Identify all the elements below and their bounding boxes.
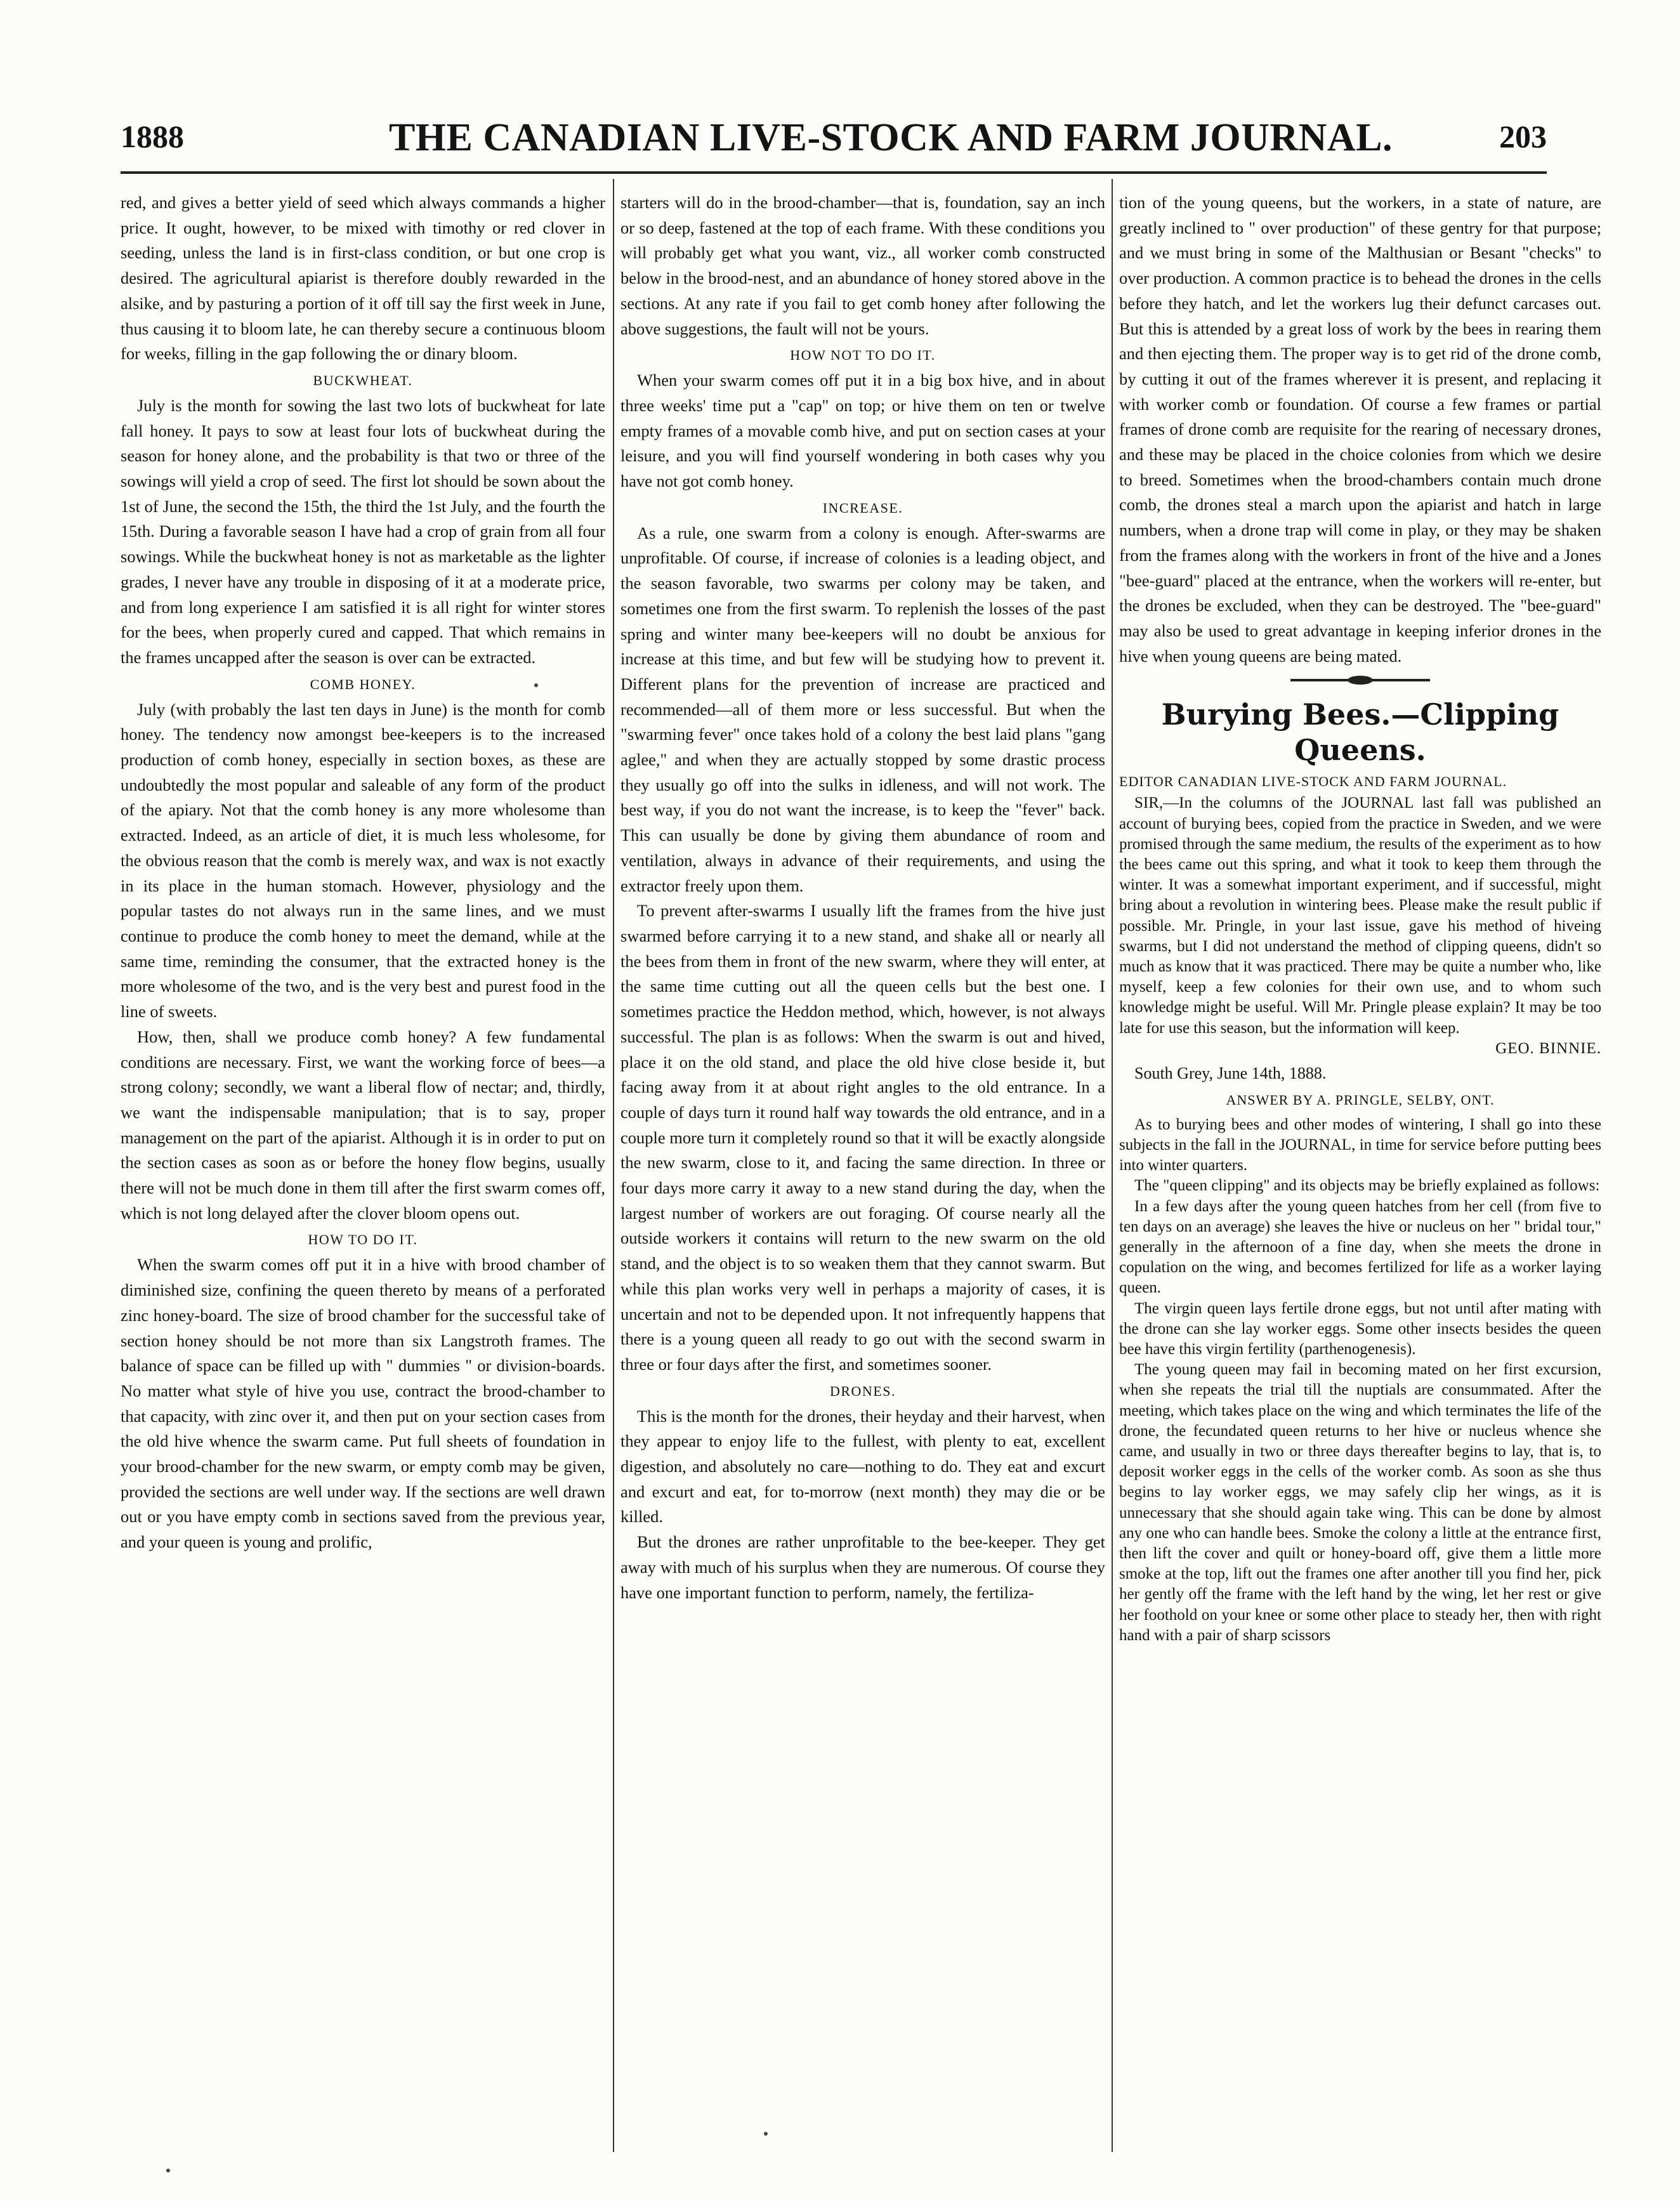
section-heading-how-not-to-do-it: HOW NOT TO DO IT. [790,347,936,364]
paragraph: To prevent after-swarms I usually lift the frames from the hive just swarmed before carrying it to a new stand, and shake all or nearly all the bees from them in front of the new swarm, where they will enter, at the same time cutting out all the queen cells but the best one. I sometimes practice the Heddon method, which, however, is not always successful. The plan is as follows: When the swarm is out and hived, place it on the old stand, and place the old hive close beside it, but facing away from it at about right angles to the old entrance. In a couple of days turn it round half way towards the old entrance, and in a couple more turn it completely round so that it will be exactly alongside the new swarm, close to it, and facing the same direction. In three or four days more carry it away to a new stand during the day, when the largest number of workers are out foraging. Of course nearly all the outside workers it contains will return to the new swarm on the old stand, and the object is to so weaken them that they cannot swarm. But while this plan works very well in perhaps a majority of cases, it is uncertain and not to be depended upon. It not infrequently happens that there is a young queen all ready to go out with the second swarm in three or four days after the first, and sometimes sooner. [620,901,1105,1374]
section-heading-comb-honey: COMB HONEY. [310,676,416,692]
paragraph: As a rule, one swarm from a colony is enough. After-swarms are unprofitable. Of course, if increase of colonies is a leading object, and the season favorable, two swarms per colony may be taken, and sometimes one from the first swarm. To replenish the losses of the past spring and winter many bee-keepers will no doubt be anxious for increase at this time, and but few will be studying how to prevent it. Different plans for the prevention of increase are practiced and recommended—all of them more or less successful. But when the "swarming fever" once takes hold of a colony the best laid plans "gang aglee," and when they are actually stopped by some drastic process they usually go off into the sulks in idleness, and will not work. The best way, if you do not want the increase, is to keep the "fever" back. This can usually be done by giving them abundance of room and ventilation, always in advance of their requirements, and using the extractor freely upon them. [620,523,1105,895]
letter-dateline: South Grey, June 14th, 1888. [1134,1063,1327,1082]
answer-paragraph: The young queen may fail in becoming mated on her first excursion, when she repeats the trial till the nuptials are consummated. After the meeting, which takes place on the wing and which terminates the life of the drone, the fecundated queen returns to her hive or nucleus whence she came, and usually in two or three days thereafter begins to lay, that is, to deposit worker eggs in the cells of the worker comb. As soon as she thus begins to lay worker eggs, we may safely clip her wings, as it is unnecessary that she should again take wing. This can be done by almost any one who can handle bees. Smoke the colony a little at the entrance first, then lift the cover and quilt or honey-board off, give them a little more smoke at the top, lift out the frames one after another till you find her, pick her gently off the frame with the left hand by the wing, let her rest or give her foothold on your knee or some other place to steady her, then with right hand with a pair of sharp scissors [1119,1361,1601,1644]
paragraph: tion of the young queens, but the workers, in a state of nature, are greatly inclined to " over production" of these gentry for that purpose; and we must bring in some of the Malthusian or Besant "checks" to over production. A common practice is to behead the drones in the cells before they hatch, and let the workers lug their defunct carcases out. But this is attended by a great loss of work by the bees in rearing them and then ejecting them. The proper way is to get rid of the drone comb, by cutting it out of the frames wherever it is present, and replacing it with worker comb or foundation. Of course a few frames or partial frames of drone comb are requisite for the rearing of necessary drones, and these may be placed in the choice colonies from which we desire to breed. Sometimes when the brood-chambers contain much drone comb, the drones steal a march upon the apiarist and hatch in large numbers, when a drone trap will come in play, or they may be shaken from the frames along with the workers in front of the hive and a Jones "bee-guard" placed at the entrance, when the workers will re-enter, but the drones be excluded, when they can be destroyed. The "bee-guard" may also be used to great advantage in keeping inferior drones in the hive when young queens are being mated. [1119,193,1601,666]
answer-paragraph: The "queen clipping" and its objects may be briefly explained as follows: [1134,1177,1600,1195]
journal-title: THE CANADIAN LIVE-STOCK AND FARM JOURNAL. [388,116,1393,159]
column-rule-2 [1112,179,1113,2152]
answer-paragraph: As to burying bees and other modes of wintering, I shall go into these subjects in the fall in the JOURNAL, in time for service before putting bees into winter quarters. [1119,1115,1601,1174]
paragraph: This is the month for the drones, their heyday and their harvest, when they appear to enjoy life to the fullest, with plenty to eat, excellent digestion, and absolutely no care—nothing to do. They eat and excurt and excurt and eat, for to-morrow (next month) they may die or be killed. [620,1406,1105,1527]
paragraph: When your swarm comes off put it in a big box hive, and in about three weeks' time put a "cap" on top; or hive them on ten or twelve empty frames of a movable comb hive, and put on section cases at your leisure, and you will find yourself wondering in both cases why you have not got comb honey. [620,371,1105,491]
letter-body: SIR,—In the columns of the JOURNAL last fall was published an account of burying bees, copied from the practice in Sweden, and we were promised through the same medium, the results of the experiment as to how the bees came out this spring, and what it took to keep them through the winter. It was a somewhat important experiment, and if successful, might bring about a revolution in wintering bees. Please make the result public if possible. Mr. Pringle, in your last issue, gave his method of hiveing swarms, but I did not understand the method of clipping queens, didn't so much as know that it was practiced. There may be quite a number who, like myself, keep a few colonies for their own use, and to whom such knowledge might be useful. Will Mr. Pringle please explain? It may be too late for use this season, but the information will keep. [1119,794,1601,1037]
answer-heading: ANSWER BY A. PRINGLE, SELBY, ONT. [1226,1091,1495,1108]
print-speck [166,2169,170,2172]
page-number: 203 [1499,119,1547,154]
paragraph: red, and gives a better yield of seed which always commands a higher price. It ought, however, to be mixed with timothy or red clover in seeding, unless the land is in first-class condition, or but one crop is desired. The agricultural apiarist is therefore doubly rewarded in the alsike, and by pasturing a portion of it off till say the first week in June, thus causing it to bloom late, he can thereby secure a continuous bloom for weeks, filling in the gap following the or dinary bloom. [121,193,605,364]
page-header [121,115,1547,166]
header-rule [121,171,1547,174]
print-speck [764,2132,768,2136]
answer-paragraph: The virgin queen lays fertile drone eggs, but not until after mating with the drone can she lay worker eggs. Some other insects besides the queen bee have this virgin fertility (parthenogenesis). [1119,1299,1601,1358]
paragraph: starters will do in the brood-chamber—that is, foundation, say an inch or so deep, fastened at the top of each frame. With these conditions you will probably get what you want, viz., all worker comb constructed below in the brood-nest, and an abundance of honey stored above in the sections. At any rate if you fail to get comb honey after following the above suggestions, the fault will not be yours. [620,193,1105,338]
section-heading-drones: DRONES. [829,1383,896,1399]
print-speck [534,683,538,687]
column-2 [620,190,1105,2148]
section-heading-how-to-do-it: HOW TO DO IT. [308,1232,418,1248]
article-title: Burying Bees.—Clipping Queens. [1161,697,1559,768]
letter-signature: GEO. BINNIE. [1495,1039,1601,1057]
paragraph: But the drones are rather unprofitable to the bee-keeper. They get away with much of his surplus when they are numerous. Of course they have one important function to perform, namely, the fertiliza- [620,1532,1105,1602]
answer-paragraph: In a few days after the young queen hatches from her cell (from five to ten days on an average) she leaves the hive or nucleus on her " bridal tour," generally in the afternoon of a fine day, when she meets the drone in copulation on the wing, and becomes fertilized for life as a worker laying queen. [1119,1197,1601,1297]
section-heading-increase: INCREASE. [822,499,903,516]
paragraph: How, then, shall we produce comb honey? A few fundamental conditions are necessary. First, we want the working force of bees—a strong colony; secondly, we want a liberal flow of nectar; and, thirdly, we want the indispensable manipulation; that is to say, proper management on the part of the apiarist. Although it is in order to put on the section cases as soon as or before the honey flow begins, usually there will not be much done in them till after the first swarm comes off, which is not long delayed after the clover bloom opens out. [121,1027,605,1223]
column-rule-1 [613,179,614,2152]
paragraph: July (with probably the last ten days in June) is the month for comb honey. The tendency now amongst bee-keepers is to the increased production of comb honey, especially in section boxes, as these are undoubtedly the most popular and saleable of any form of the product of the apiary. Not that the comb honey is any more wholesome than extracted. Indeed, as an article of diet, it is much less wholesome, for the obvious reason that the comb is merely wax, and wax is not exactly in its place in the human stomach. However, physiology and the popular tastes do not always run in the same lines, and we must continue to produce the comb honey to meet the demand, while at the same time, reminding the consumer, that the extracted honey is the more wholesome of the two, and is the very best and purest food in the line of sweets. [121,699,605,1022]
section-heading-buckwheat: BUCKWHEAT. [313,372,413,388]
editor-address: EDITOR CANADIAN LIVE-STOCK AND FARM JOURNAL. [1119,773,1507,790]
header-year: 1888 [121,119,184,154]
column-3 [1119,190,1601,2148]
article-separator [1290,679,1430,681]
paragraph: July is the month for sowing the last two lots of buckwheat for late fall honey. It pays to sow at least four lots of buckwheat during the season for honey alone, and the probability is that two or three of the sowings will yield a crop of seed. The first lot should be sown about the 1st of June, the second the 15th, the third the 1st July, and the fourth the 15th. During a favorable season I have had a crop of grain from all four sowings. While the buckwheat honey is not as marketable as the lighter grades, I never have any trouble in disposing of it at a moderate price, and from long experience I am satisfied it is all right for winter stores for the bees, when properly cured and capped. That which remains in the frames uncapped after the season is over can be extracted. [121,395,605,667]
paragraph: When the swarm comes off put it in a hive with brood chamber of diminished size, confining the queen thereto by means of a perforated zinc honey-board. The size of brood chamber for the successful take of section honey should be not more than six Langstroth frames. The balance of space can be filled up with " dummies " or division-boards. No matter what style of hive you use, contract the brood-chamber to that capacity, with zinc over it, and then put on your section cases from the old hive whence the swarm came. Put full sheets of foundation in your brood-chamber for the new swarm, or empty comb may be given, provided the sections are well under way. If the sections are well drawn out or you have empty comb in sections saved from the previous year, and your queen is young and prolific, [121,1255,605,1552]
column-1 [121,190,605,2148]
